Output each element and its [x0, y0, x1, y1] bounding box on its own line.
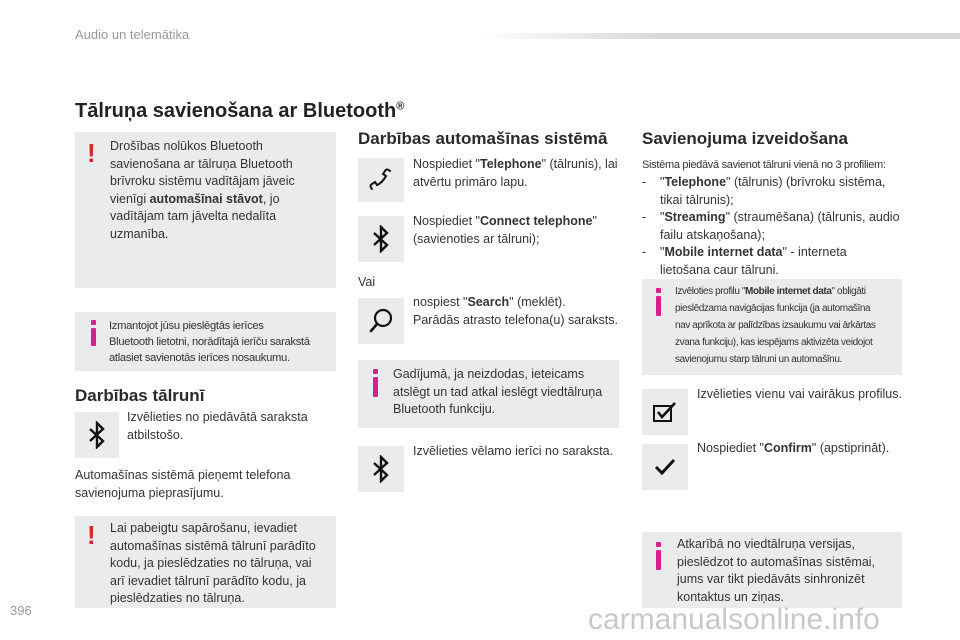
list-item: - "Mobile internet data" - interneta lietošana caur tālruni.: [642, 245, 847, 277]
phone-step-select: Izvēlieties no piedāvātā saraksta atbilstošo.: [127, 410, 308, 442]
info-icon: [373, 369, 378, 374]
telephone-icon: [368, 167, 394, 193]
info-box-mobile-data: [642, 279, 902, 375]
info-text-mobile-data: Izvēloties profilu "Mobile internet data" obligāti pieslēdzama navigācijas funkcija (ja automašīna nav aprīkota ar palīdzības izsaukumu vai ārkārtas zvana funkciju), kas iespējams aktivizēta veidojot savienojumu starp tālruni un automašīnu.: [675, 286, 876, 365]
info-icon: [656, 288, 661, 293]
bluetooth-icon: [88, 421, 106, 449]
checkmark-icon: [654, 458, 676, 476]
list-item: - "Telephone" (tālrunis) (brīvroku sistēma, tikai tālrunis);: [642, 175, 886, 207]
accept-request-text: Automašīnas sistēmā pieņemt telefona savienojuma pieprasījumu.: [75, 468, 291, 500]
page-number: 396: [10, 603, 32, 618]
list-item: - "Streaming" (straumēšana) (tālrunis, audio failu atskaņošana);: [642, 210, 900, 242]
info-text-sync: Atkarībā no viedtālruņa versijas, pieslēdzot to automašīnas sistēmai, jums var tikt piedāvāts sinhronizēt kontaktus un ziņas.: [677, 537, 876, 604]
info-box-app: [75, 312, 336, 371]
page-title-text: Tālruņa savienošana ar Bluetooth: [75, 100, 397, 122]
info-icon: [91, 320, 96, 325]
connection-step-profiles: Izvēlieties vienu vai vairākus profilus.: [697, 387, 902, 401]
section-header: Audio un telemātika: [75, 27, 190, 42]
bluetooth-icon-box: [358, 216, 404, 262]
profile-checkbox-icon-box: [642, 389, 688, 435]
warning-text-code: Lai pabeigtu sapārošanu, ievadiet automašīnas sistēmā tālrunī parādīto kodu, ja pieslēdzaties no tālruņa, vai arī ievadiet tālrunī parādīto kodu, ja pieslēdzaties no tālruņa.: [110, 521, 316, 605]
registered-mark: ®: [396, 100, 405, 113]
checkbox-icon: [652, 400, 678, 424]
warning-box-safety: [75, 132, 336, 288]
phone-actions-heading: Darbības tālrunī: [75, 386, 205, 405]
info-text-failure: Gadījumā, ja neizdodas, ieteicams atslēgt un tad atkal ieslēgt viedtālruņa Bluetooth funkciju.: [393, 367, 603, 416]
vehicle-actions-heading: Darbības automašīnas sistēmā: [358, 129, 608, 148]
bluetooth-icon: [372, 455, 390, 483]
info-icon: [656, 542, 661, 547]
or-label: Vai: [358, 275, 376, 289]
search-icon-box: [358, 298, 404, 344]
vehicle-step-search: nospiest "Search" (meklēt). Parādās atrasto telefona(u) saraksts.: [413, 295, 618, 327]
warning-text-safety: Drošības nolūkos Bluetooth savienošana ar tālruņa Bluetooth brīvroku sistēmu vadītājam jāveic vienīgi automašīnai stāvot, jo vadītājam tam jāvelta nedalīta uzmanība.: [110, 139, 295, 241]
warning-icon: !: [87, 520, 96, 550]
bluetooth-icon-box: [75, 412, 119, 458]
connection-step-confirm: Nospiediet "Confirm" (apstiprināt).: [697, 441, 890, 455]
search-icon: [367, 307, 395, 335]
connection-heading: Savienojuma izveidošana: [642, 129, 848, 148]
vehicle-step-select-device: Izvēlieties vēlamo ierīci no saraksta.: [413, 444, 614, 458]
info-box-sync: [642, 532, 902, 608]
vehicle-step-telephone: Nospiediet "Telephone" (tālrunis), lai atvērtu primāro lapu.: [413, 157, 618, 189]
page-title: [75, 100, 404, 123]
warning-icon: !: [87, 138, 96, 168]
profiles-intro: Sistēma piedāvā savienot tālruni vienā no 3 profiliem:: [642, 159, 886, 171]
confirm-icon-box: [642, 444, 688, 490]
vehicle-step-connect: Nospiediet "Connect telephone" (savienoties ar tālruni);: [413, 214, 597, 246]
warning-box-code: [75, 516, 336, 608]
info-box-failure: [358, 360, 619, 428]
watermark: carmanualsonline.info: [588, 603, 880, 636]
header-rule: [478, 33, 960, 39]
profile-list: [642, 174, 912, 279]
bluetooth-icon: [372, 225, 390, 253]
bluetooth-icon-box: [358, 446, 404, 492]
telephone-icon-box: [358, 158, 404, 202]
info-text-app: Izmantojot jūsu pieslēgtās ierīces Bluetooth lietotni, norādītajā ierīču sarakstā atlasiet savienotās ierīces nosaukumu.: [109, 320, 310, 364]
